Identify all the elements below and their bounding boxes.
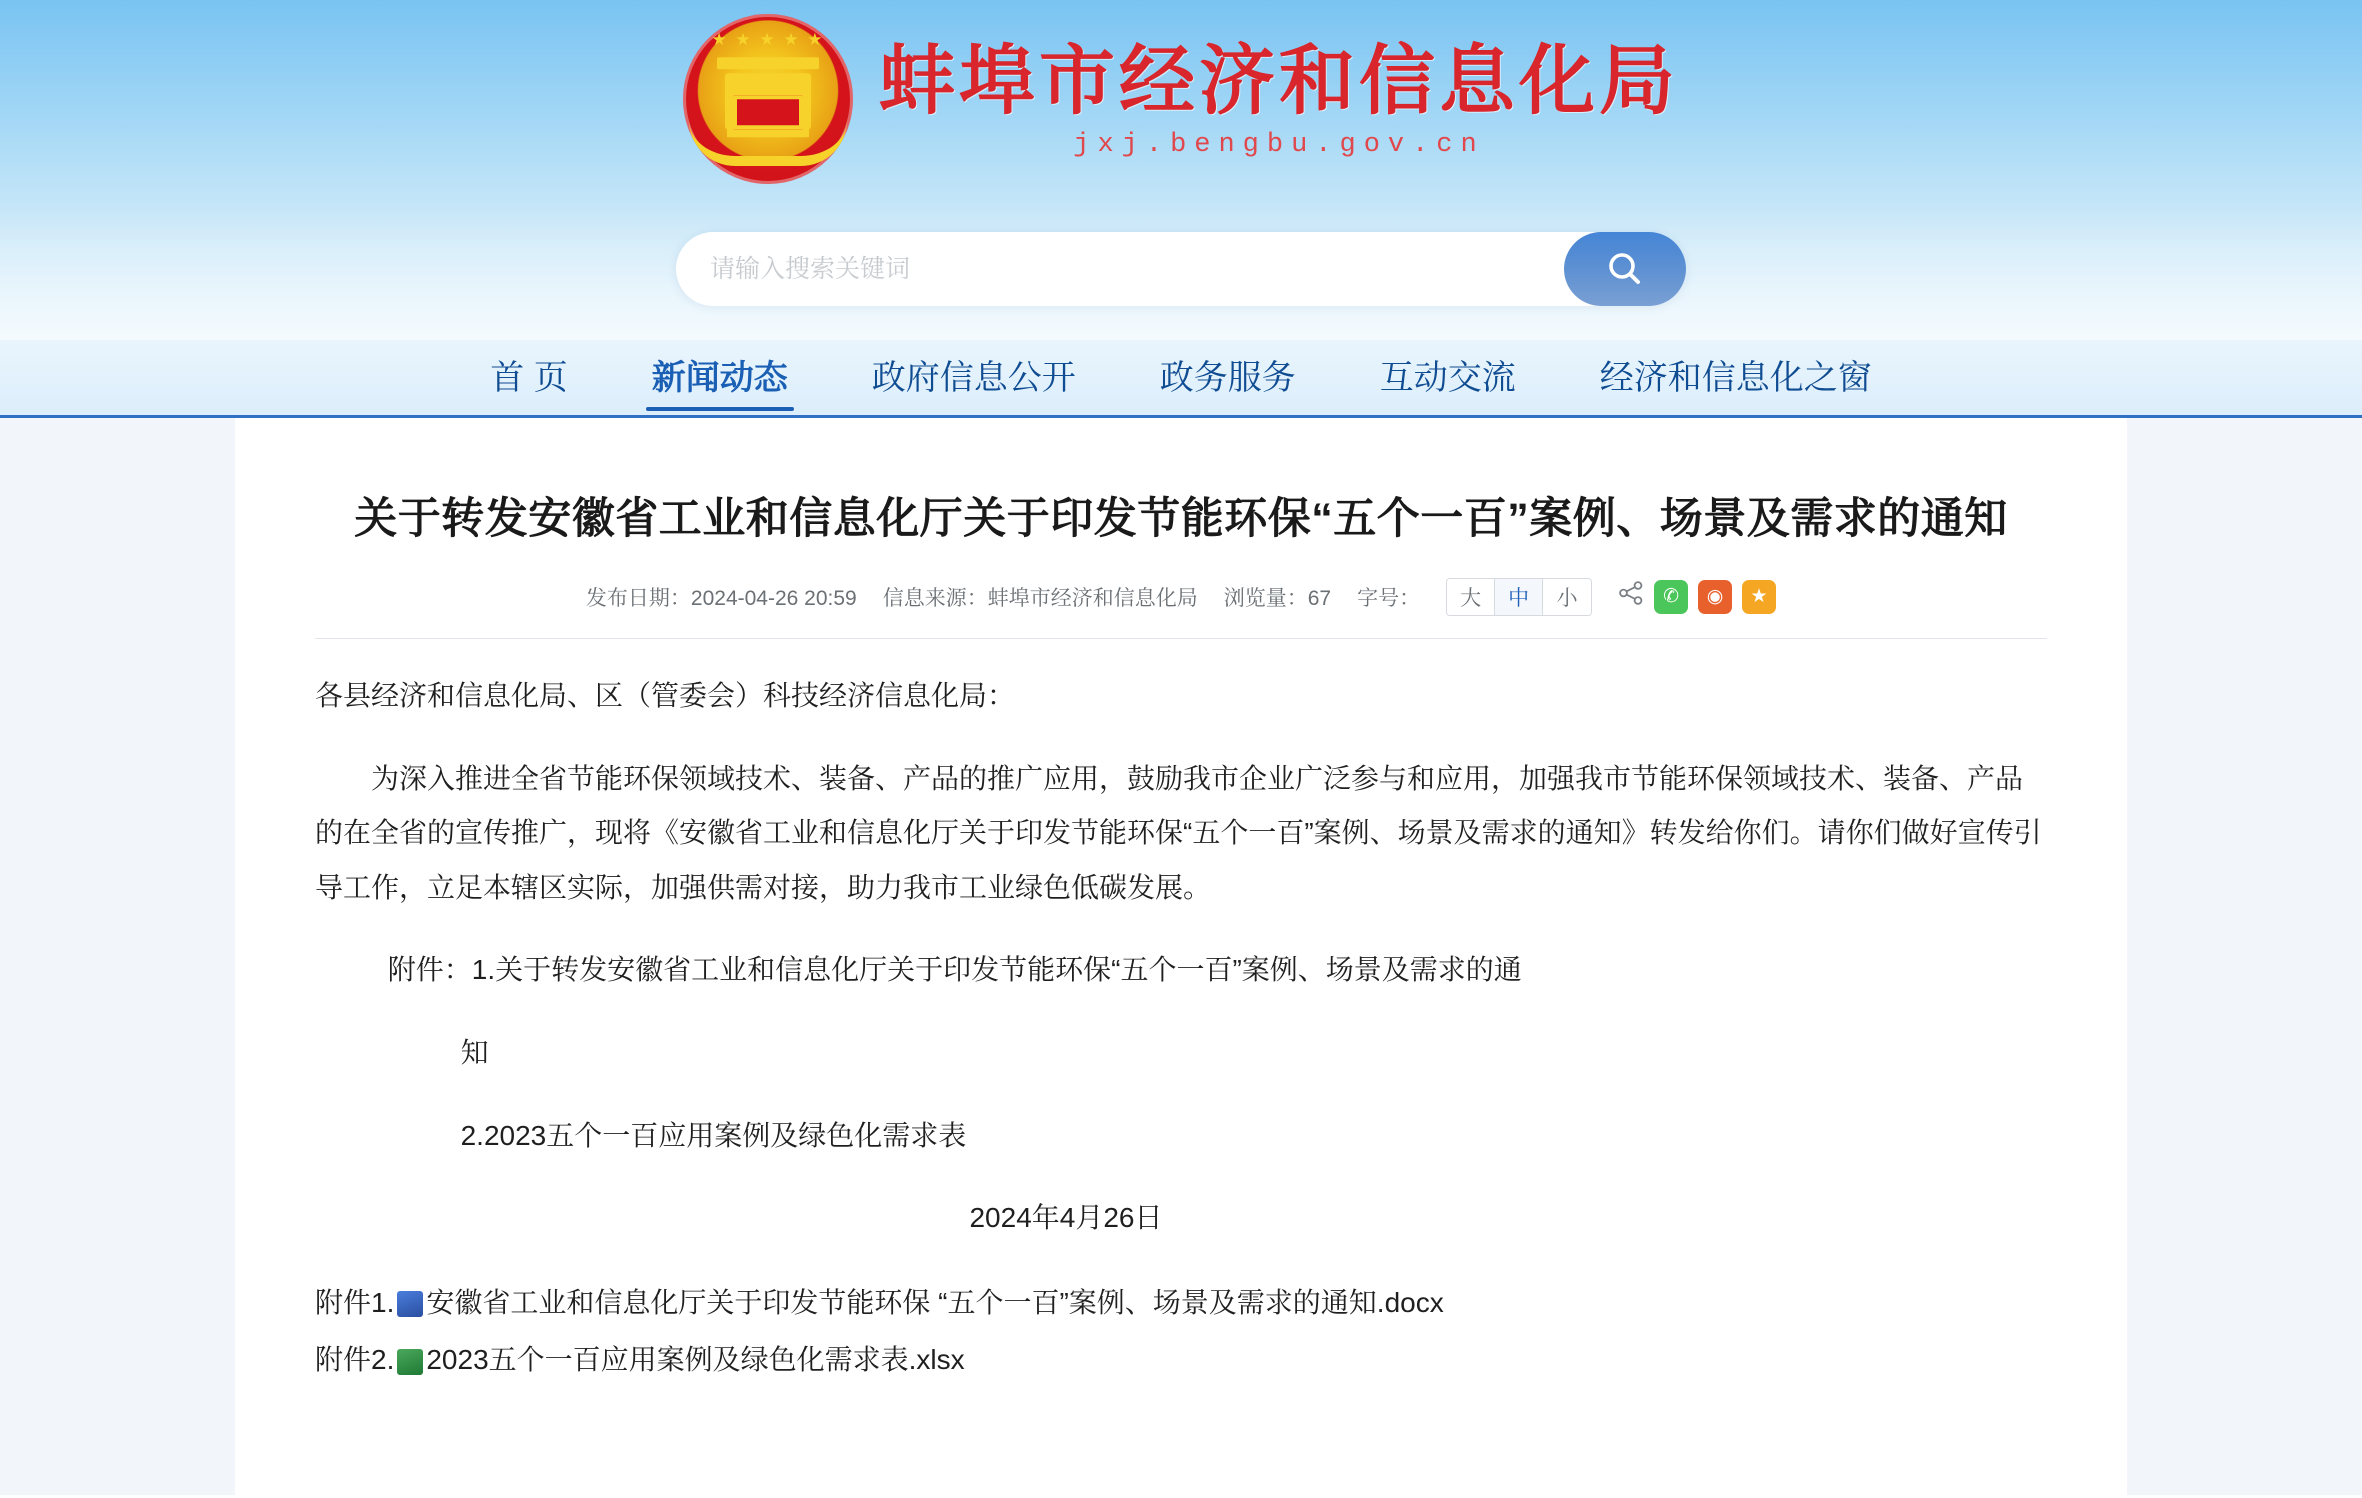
search-input[interactable] [676, 232, 1564, 306]
paragraph-sign-date: 2024年4月26日 [969, 1202, 1163, 1234]
attachment-link[interactable]: 安徽省工业和信息化厅关于印发节能环保 “五个一百”案例、场景及需求的通知.docx [426, 1286, 1444, 1318]
site-title: 蚌埠市经济和信息化局 [879, 36, 1679, 126]
favorite-icon[interactable]: ★ [1742, 580, 1776, 614]
fontsize-label: 字号： [1357, 586, 1421, 610]
views-value: 67 [1307, 586, 1332, 610]
share-bar[interactable] [1618, 580, 1776, 614]
site-domain: jxj.bengbu.gov.cn [1073, 129, 1485, 160]
nav-item-gov-service[interactable]: 政务服务 [1159, 358, 1296, 397]
paragraph-salutation: 各县经济和信息化局、区（管委会）科技经济信息化局： [315, 679, 1016, 711]
paragraph-attachment-list-1-cont: 知 [460, 1036, 489, 1068]
views-label: 浏览量：67 [1223, 586, 1332, 610]
fontsize-medium[interactable]: 中 [1495, 579, 1543, 615]
page-title: 关于转发安徽省工业和信息化厅关于印发节能环保“五个一百”案例、场景及需求的通知 [354, 494, 2008, 543]
wechat-icon[interactable]: ✆ [1654, 580, 1688, 614]
publish-date-value: 2024-04-26 20:59 [690, 586, 857, 610]
fontsize-large[interactable]: 大 [1447, 579, 1495, 615]
word-file-icon [397, 1291, 423, 1317]
main-navigation[interactable] [0, 340, 2362, 418]
brand-text [879, 38, 1679, 159]
weibo-icon[interactable]: ◉ [1698, 580, 1732, 614]
site-header [0, 0, 2362, 340]
attachment-prefix: 附件2. [315, 1344, 395, 1376]
share-icon[interactable] [1618, 580, 1644, 613]
source-value: 蚌埠市经济和信息化局 [987, 586, 1198, 610]
attachment-list [315, 1274, 2047, 1389]
attachment-link[interactable]: 2023五个一百应用案例及绿色化需求表.xlsx [426, 1344, 965, 1376]
search-bar[interactable] [676, 232, 1686, 306]
search-icon [1604, 248, 1646, 290]
publish-date-label: 发布日期：2024-04-26 20:59 [585, 586, 857, 610]
attachment-prefix: 附件1. [315, 1286, 395, 1318]
emblem-wheat [689, 120, 847, 166]
excel-file-icon [397, 1349, 423, 1375]
fontsize-switcher[interactable] [1446, 578, 1592, 616]
fontsize-small[interactable]: 小 [1543, 579, 1591, 615]
attachment-row[interactable] [315, 1274, 2047, 1331]
nav-item-news[interactable]: 新闻动态 [610, 339, 830, 417]
nav-item-gov-info[interactable]: 政府信息公开 [871, 358, 1076, 397]
article-container [235, 418, 2127, 1495]
nav-item-window[interactable]: 经济和信息化之窗 [1599, 358, 1872, 397]
nav-item-interaction[interactable]: 互动交流 [1379, 358, 1516, 397]
national-emblem-icon [683, 14, 853, 184]
paragraph-main: 为深入推进全省节能环保领域技术、装备、产品的推广应用，鼓励我市企业广泛参与和应用，加强我市节能环保领域技术、装备、产品的在全省的宣传推广，现将《安徽省工业和信息化厅关于印发节能环保“五个一百”案例、场景及需求的通知》转发给你们。请你们做好宣传引导工作，立足本辖区实际，加强供需对接，助力我市工业绿色低碳发展。 [315, 762, 2042, 903]
paragraph-attachment-list-1: 附件：1.关于转发安徽省工业和信息化厅关于印发节能环保“五个一百”案例、场景及需求的通 [387, 954, 1522, 986]
search-button[interactable] [1564, 232, 1686, 306]
article-meta [315, 578, 2047, 639]
site-brand [683, 14, 1679, 184]
article-body [315, 669, 2047, 1389]
emblem-stars: ★ ★ ★ ★ ★ [711, 30, 825, 49]
attachment-row[interactable] [315, 1331, 2047, 1388]
source-label: 信息来源：蚌埠市经济和信息化局 [882, 586, 1198, 610]
page-body [0, 418, 2362, 1495]
nav-item-home[interactable]: 首 页 [490, 358, 568, 397]
paragraph-attachment-list-2: 2.2023五个一百应用案例及绿色化需求表 [460, 1119, 967, 1151]
